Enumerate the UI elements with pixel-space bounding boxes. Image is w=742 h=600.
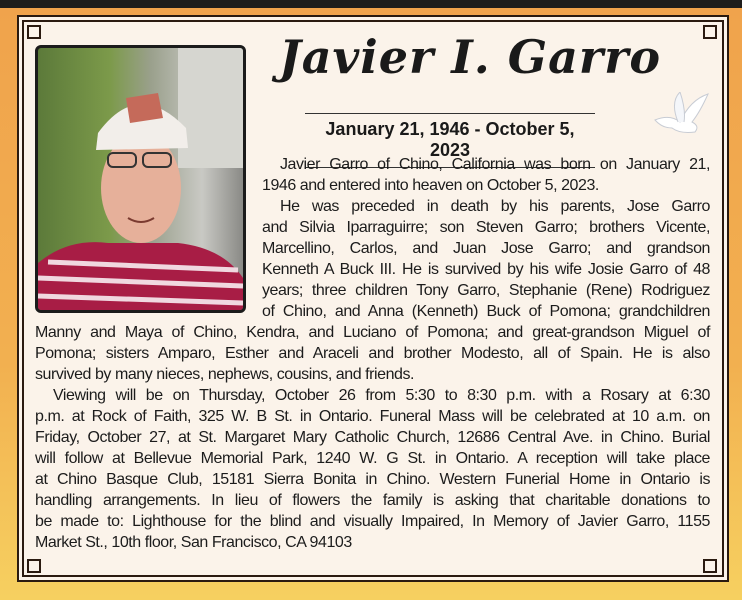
body-line: 1946 and entered into heaven on October 5, 2023. <box>262 177 599 194</box>
corner-ornament <box>27 25 41 39</box>
life-dates: January 21, 1946 - October 5, 2023 <box>305 113 595 168</box>
corner-ornament <box>703 559 717 573</box>
body-line: Pomona; sisters Amparo, Esther and Araceli and brother Modesto, all of Spain. He is also <box>35 345 710 362</box>
body-line: p.m. at Rock of Faith, 325 W. B St. in Ontario. Funeral Mass will be celebrated at 10 a.m. on <box>35 408 710 425</box>
deceased-name: Javier I. Garro <box>278 30 662 84</box>
body-line: Manny and Maya of Chino, Kendra, and Luciano of Pomona; and great-grandson Miguel of <box>35 324 710 341</box>
body-line: Kenneth A Buck III. He is survived by his wife Josie Garro of 48 <box>262 261 710 278</box>
dove-icon <box>650 92 710 147</box>
body-line: Market St., 10th floor, San Francisco, CA 94103 <box>35 534 352 551</box>
body-line: at Chino Basque Club, 15181 Sierra Bonita in Chino. Western Funerial Home in Ontario is <box>35 471 710 488</box>
body-line: Friday, October 27, at St. Margaret Mary Catholic Church, 12686 Central Ave. in Chino. Burial <box>35 429 710 446</box>
body-line: He was preceded in death by his parents, Jose Garro <box>280 198 710 215</box>
body-line: handling arrangements. In lieu of flowers the family is asking that charitable donations to <box>35 492 710 509</box>
corner-ornament <box>703 25 717 39</box>
body-line: Viewing will be on Thursday, October 26 from 5:30 to 8:30 p.m. with a Rosary at 6:30 <box>53 387 710 404</box>
body-line: be made to: Lighthouse for the blind and visually Impaired, In Memory of Javier Garro, 1155 <box>35 513 710 530</box>
body-line: of Chino, and Anna (Kenneth) Buck of Pomona; grandchildren <box>262 303 710 320</box>
body-line: years; three children Tony Garro, Stephanie (Rene) Rodriguez <box>262 282 710 299</box>
body-line: and Silvia Iparraguirre; son Steven Garro; brothers Vicente, <box>262 219 710 236</box>
body-line: Marcellino, Carlos, and Juan Jose Garro; and grandson <box>262 240 710 257</box>
portrait-photo <box>35 45 246 313</box>
corner-ornament <box>27 559 41 573</box>
body-line: Javier Garro of Chino, California was born on January 21, <box>280 156 710 173</box>
body-line: survived by many nieces, nephews, cousins, and friends. <box>35 366 415 383</box>
body-line: will follow at Bellevue Memorial Park, 1240 W. G St. in Ontario. A reception will take place <box>35 450 710 467</box>
